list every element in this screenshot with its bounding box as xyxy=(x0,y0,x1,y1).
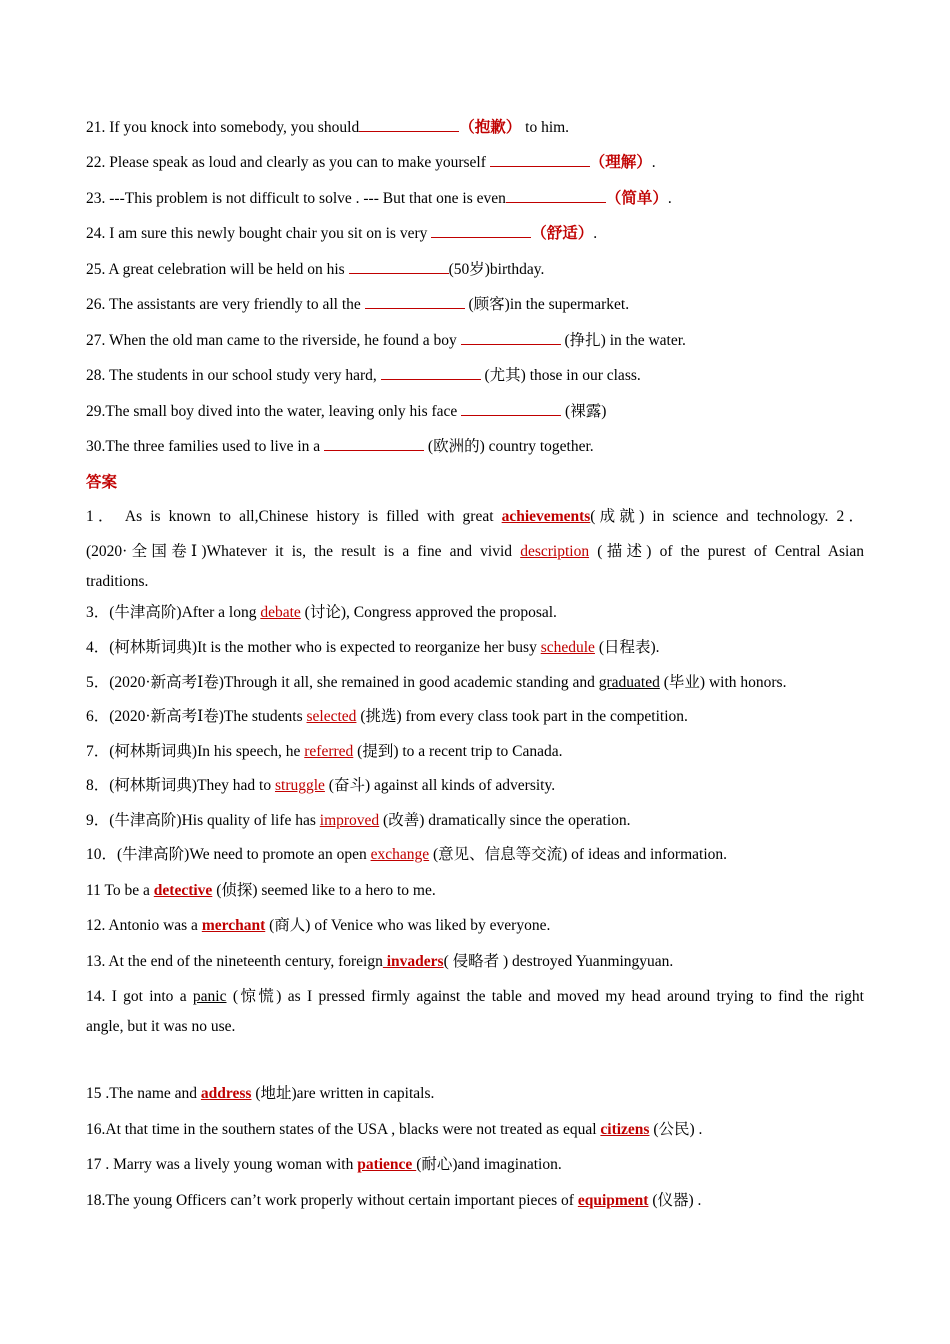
answer-1: 1． As is known to all,Chinese history is filled with great achievements(成就) in science and technology. 2． xyxy=(86,508,864,525)
answer-10: 10．(牛津高阶)We need to promote an open exchange (意见、信息等交流) of ideas and information. xyxy=(86,846,728,863)
answer-blank[interactable] xyxy=(365,296,465,309)
question-26: 26. The assistants are very friendly to all the (顾客)in the supermarket. xyxy=(86,296,630,313)
answer-18: 18.The young Officers can’t work properly without certain important pieces of equipment (仪器) . xyxy=(86,1192,702,1209)
answer-blank[interactable] xyxy=(359,119,459,132)
question-29: 29.The small boy dived into the water, leaving only his face (裸露) xyxy=(86,403,607,420)
answer-blank[interactable] xyxy=(490,154,590,167)
answers-heading: 答案 xyxy=(86,474,118,491)
answer-17: 17 . Marry was a lively young woman with patience (耐心)and imagination. xyxy=(86,1156,562,1173)
answer-3: 3．(牛津高阶)After a long debate (讨论), Congress approved the proposal. xyxy=(86,604,557,621)
question-24: 24. I am sure this newly bought chair you sit on is very （舒适）. xyxy=(86,225,598,242)
question-28: 28. The students in our school study very hard, (尤其) those in our class. xyxy=(86,367,641,384)
answer-blank[interactable] xyxy=(461,332,561,345)
question-30: 30.The three families used to live in a (欧洲的) country together. xyxy=(86,438,594,455)
answer-12: 12. Antonio was a merchant (商人) of Venice who was liked by everyone. xyxy=(86,917,551,934)
answer-4: 4．(柯林斯词典)It is the mother who is expected to reorganize her busy schedule (日程表). xyxy=(86,639,660,656)
answer-14: 14. I got into a panic (惊慌) as I pressed firmly against the table and moved my head around trying to find the right xyxy=(86,988,864,1005)
answer-blank[interactable] xyxy=(324,438,424,451)
answer-16: 16.At that time in the southern states of the USA , blacks were not treated as equal citizens (公民) . xyxy=(86,1121,703,1138)
answer-8: 8．(柯林斯词典)They had to struggle (奋斗) against all kinds of adversity. xyxy=(86,777,556,794)
answer-2: (2020·全国卷Ⅰ)Whatever it is, the result is a fine and vivid description (描述) of the purest of Central Asian xyxy=(86,543,864,560)
answer-15: 15 .The name and address (地址)are written in capitals. xyxy=(86,1085,435,1102)
answer-blank[interactable] xyxy=(381,367,481,380)
answer-blank[interactable] xyxy=(461,403,561,416)
answer-14-continued: angle, but it was no use. xyxy=(86,1018,236,1035)
answer-7: 7．(柯林斯词典)In his speech, he referred (提到) to a recent trip to Canada. xyxy=(86,743,563,760)
answer-blank[interactable] xyxy=(349,261,449,274)
answer-5: 5．(2020·新高考Ⅰ卷)Through it all, she remained in good academic standing and graduated (毕业) with honors. xyxy=(86,674,787,691)
answer-6: 6．(2020·新高考Ⅰ卷)The students selected (挑选) from every class took part in the competition. xyxy=(86,708,688,725)
answer-13: 13. At the end of the nineteenth century, foreign invaders( 侵略者 ) destroyed Yuanmingyuan. xyxy=(86,953,674,970)
question-23: 23. ---This problem is not difficult to solve . --- But that one is even （简单）. xyxy=(86,190,672,207)
answer-9: 9．(牛津高阶)His quality of life has improved (改善) dramatically since the operation. xyxy=(86,812,631,829)
question-22: 22. Please speak as loud and clearly as you can to make yourself （理解）. xyxy=(86,154,656,171)
answer-2-continued: traditions. xyxy=(86,573,149,590)
question-21: 21. If you knock into somebody, you should （抱歉） to him. xyxy=(86,119,570,136)
question-27: 27. When the old man came to the riverside, he found a boy (挣扎) in the water. xyxy=(86,332,686,349)
question-25: 25. A great celebration will be held on his (50岁)birthday. xyxy=(86,261,545,278)
answer-blank[interactable] xyxy=(506,190,606,203)
answer-blank[interactable] xyxy=(431,225,531,238)
answer-11: 11 To be a detective (侦探) seemed like to a hero to me. xyxy=(86,882,436,899)
